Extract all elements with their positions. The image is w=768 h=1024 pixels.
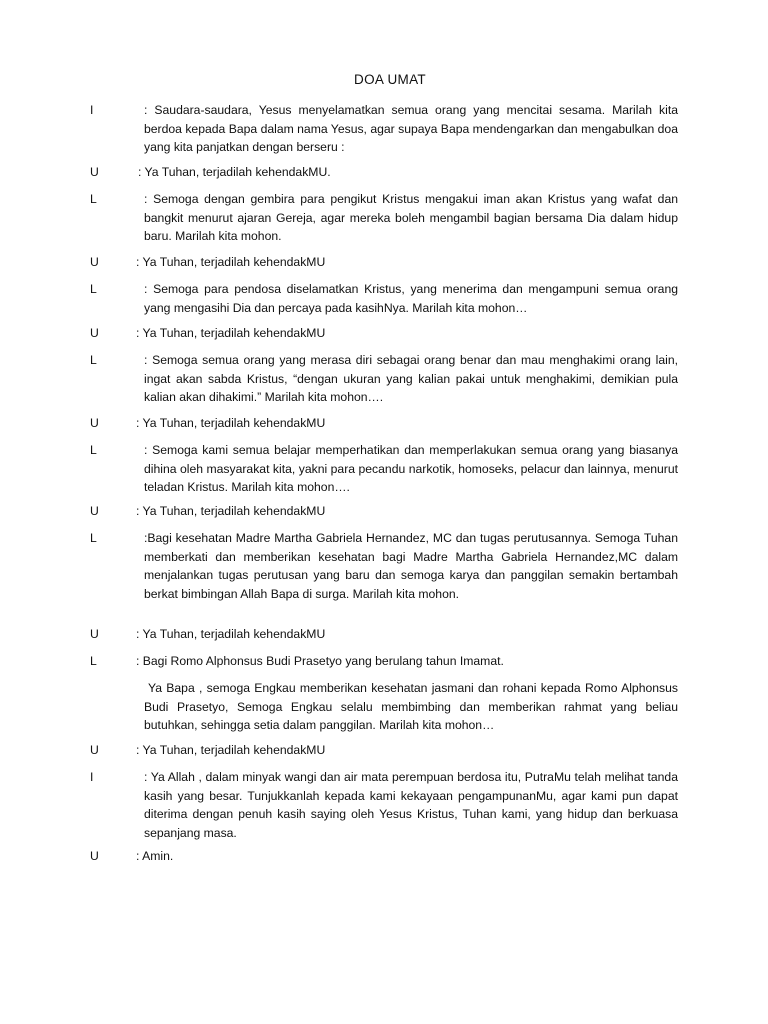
prayer-paragraph: Ya Bapa , semoga Engkau memberikan kesehatan jasmani dan rohani kepada Romo Alphonsus Budi Prasetyo, Semoga Engkau selalu membimbing dan memberikan rahmat yang beliau butuhkan, sehingga setia dalam panggilan. Marilah kita mohon… xyxy=(144,681,678,732)
prayer-text: : Semoga semua orang yang merasa diri sebagai orang benar dan mau menghakimi orang lain, ingat akan sabda Kristus, “dengan ukuran yang kalian pakai untuk menghakimi, demikian pula kalian akan dihakimi.” Marilah kita mohon…. xyxy=(144,353,678,404)
document-title-text: DOA UMAT xyxy=(354,72,426,87)
response-text: : Ya Tuhan, terjadilah kehendakMU xyxy=(136,743,326,757)
speaker-label: U xyxy=(90,416,99,430)
response-text: : Ya Tuhan, terjadilah kehendakMU xyxy=(136,255,326,269)
document-title xyxy=(0,72,768,87)
speaker-label: U xyxy=(90,504,99,518)
response-text: : Ya Tuhan, terjadilah kehendakMU xyxy=(136,504,326,518)
speaker-label: U xyxy=(90,326,99,340)
speaker-label: I xyxy=(90,770,94,784)
speaker-label: U xyxy=(90,255,99,269)
prayer-text: : Semoga dengan gembira para pengikut Kristus mengakui iman akan Kristus yang wafat dan bangkit menurut ajaran Gereja, agar mereka boleh mengambil bagian bersama Dia dalam hidup baru. Marilah kita mohon. xyxy=(144,192,678,243)
response-text: : Ya Tuhan, terjadilah kehendakMU xyxy=(136,416,326,430)
prayer-text: : Semoga para pendosa diselamatkan Kristus, yang menerima dan mengampuni semua orang yang mengasihi Dia dan percaya pada kasihNya. Marilah kita mohon… xyxy=(144,282,678,315)
speaker-label: U xyxy=(90,627,99,641)
speaker-label: L xyxy=(90,531,97,545)
response-text: : Amin. xyxy=(136,849,174,863)
speaker-label: L xyxy=(90,443,97,457)
speaker-label: U xyxy=(90,849,99,863)
prayer-text: : Saudara-saudara, Yesus menyelamatkan semua orang yang mencitai sesama. Marilah kita berdoa kepada Bapa dalam nama Yesus, agar supaya Bapa mendengarkan dan mengabulkan doa yang kita panjatkan dengan berseru : xyxy=(144,103,678,154)
speaker-label: L xyxy=(90,192,97,206)
speaker-label: I xyxy=(90,103,94,117)
response-text: : Ya Tuhan, terjadilah kehendakMU xyxy=(136,326,326,340)
prayer-text: : Bagi Romo Alphonsus Budi Prasetyo yang berulang tahun Imamat. xyxy=(136,654,504,668)
speaker-label: L xyxy=(90,654,97,668)
speaker-label: U xyxy=(90,743,99,757)
speaker-label: U xyxy=(90,165,99,179)
prayer-text: :Bagi kesehatan Madre Martha Gabriela Hernandez, MC dan tugas perutusannya. Semoga Tuhan memberkati dan memberikan kesehatan bagi Madre Martha Gabriela Hernandez,MC dalam menjalankan tugas perutusan yang baru dan semoga karya dan panggilan semakin bertambah berkat bimbingan Allah Bapa di surga. Marilah kita mohon. xyxy=(144,531,678,601)
response-text: : Ya Tuhan, terjadilah kehendakMU. xyxy=(138,165,331,179)
response-text: : Ya Tuhan, terjadilah kehendakMU xyxy=(136,627,326,641)
prayer-text: : Semoga kami semua belajar memperhatikan dan memperlakukan semua orang yang biasanya dihina oleh masyarakat kita, yakni para pecandu narkotik, homoseks, pelacur dan lainnya, menurut teladan Kristus. Marilah kita mohon…. xyxy=(144,443,678,494)
speaker-label: L xyxy=(90,353,97,367)
speaker-label: L xyxy=(90,282,97,296)
closing-prayer-text: : Ya Allah , dalam minyak wangi dan air mata perempuan berdosa itu, PutraMu telah melihat tanda kasih yang besar. Tunjukkanlah kepada kami kekayaan pengampunanMu, agar kami pun dapat diterima dengan penuh kasih saying oleh Yesus Kristus, Tuhan kami, yang hidup dan berkuasa sepanjang masa. xyxy=(144,770,678,840)
